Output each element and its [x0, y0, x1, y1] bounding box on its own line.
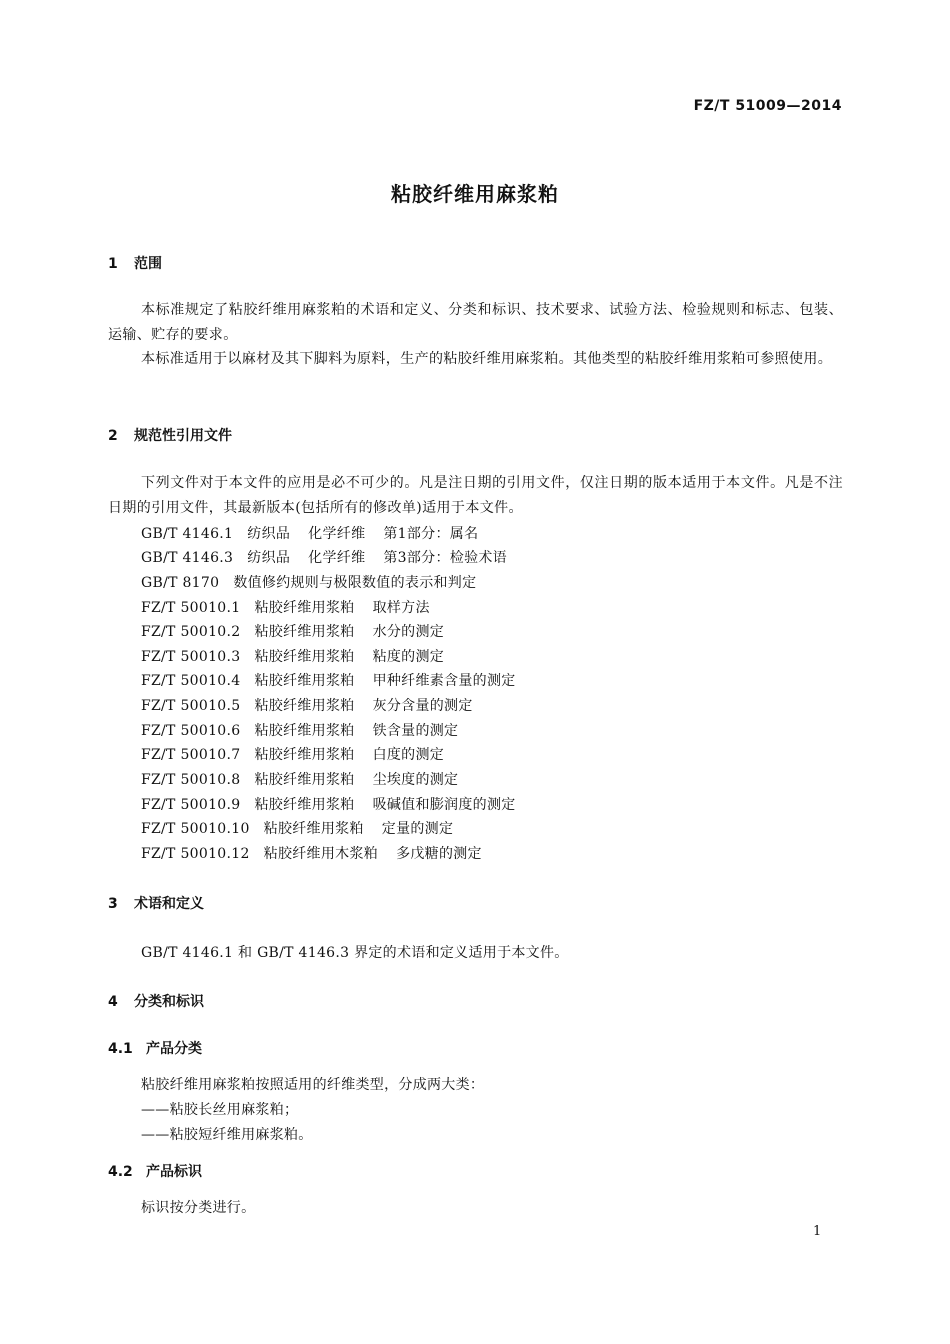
reference-subject: 甲种纤维素含量的测定 [372, 673, 516, 689]
reference-code: FZ/T 50010.8 [141, 772, 241, 788]
reference-title: 数值修约规则与极限数值的表示和判定 [233, 575, 477, 591]
reference-subject: 铁含量的测定 [372, 723, 459, 739]
section-number: 1 [108, 256, 118, 272]
section-4-2-heading [108, 1161, 202, 1181]
reference-code: FZ/T 50010.5 [141, 698, 241, 714]
reference-subject: 取样方法 [372, 600, 430, 616]
reference-code: FZ/T 50010.12 [141, 846, 250, 862]
reference-title: 粘胶纤维用浆粕 [254, 747, 355, 763]
reference-item [141, 843, 482, 863]
reference-item [141, 646, 444, 666]
reference-subject: 第1部分：属名 [383, 526, 479, 542]
reference-subject: 水分的测定 [372, 624, 445, 640]
section-title: 产品分类 [146, 1041, 202, 1057]
section-title: 范围 [134, 256, 162, 272]
section-1-paragraph-1: 本标准规定了粘胶纤维用麻浆粕的术语和定义、分类和标识、技术要求、试验方法、检验规则和标志、包装、运输、贮存的要求。 [108, 302, 843, 343]
section-4-heading [108, 991, 204, 1011]
reference-item [141, 670, 516, 690]
reference-subject: 白度的测定 [372, 747, 445, 763]
reference-item [141, 818, 453, 838]
reference-title: 粘胶纤维用浆粕 [263, 821, 364, 837]
reference-code: FZ/T 50010.3 [141, 649, 241, 665]
standard-code: FZ/T 51009—2014 [693, 98, 842, 114]
section-3-text: GB/T 4146.1 和 GB/T 4146.3 界定的术语和定义适用于本文件。 [141, 945, 569, 961]
section-number: 3 [108, 896, 118, 912]
section-number: 2 [108, 428, 118, 444]
reference-item [141, 572, 476, 592]
section-4-2-text: 标识按分类进行。 [141, 1200, 256, 1216]
section-number: 4.1 [108, 1041, 133, 1057]
reference-subject: 灰分含量的测定 [372, 698, 473, 714]
reference-title: 粘胶纤维用浆粕 [254, 673, 355, 689]
section-4-1-intro: 粘胶纤维用麻浆粕按照适用的纤维类型，分成两大类： [141, 1077, 485, 1093]
list-item: ——粘胶短纤维用麻浆粕。 [141, 1127, 313, 1143]
reference-code: FZ/T 50010.1 [141, 600, 241, 616]
reference-code: FZ/T 50010.9 [141, 797, 241, 813]
section-1-paragraph-2: 本标准适用于以麻材及其下脚料为原料，生产的粘胶纤维用麻浆粕。其他类型的粘胶纤维用浆粕可参照使用。 [141, 351, 833, 367]
reference-code: FZ/T 50010.10 [141, 821, 250, 837]
reference-item [141, 621, 444, 641]
reference-item [141, 523, 478, 543]
section-title: 分类和标识 [134, 994, 204, 1010]
section-2-intro: 下列文件对于本文件的应用是必不可少的。凡是注日期的引用文件，仅注日期的版本适用于本文件。凡是不注日期的引用文件，其最新版本(包括所有的修改单)适用于本文件。 [108, 475, 843, 516]
reference-subject: 多戊糖的测定 [396, 846, 482, 862]
reference-code: GB/T 4146.1 [141, 526, 234, 542]
reference-part: 化学纤维 [308, 550, 366, 566]
reference-title: 粘胶纤维用浆粕 [254, 772, 355, 788]
section-title: 术语和定义 [134, 896, 204, 912]
reference-title: 粘胶纤维用浆粕 [254, 698, 355, 714]
section-title: 产品标识 [146, 1164, 202, 1180]
reference-code: FZ/T 50010.7 [141, 747, 241, 763]
page-number: 1 [813, 1224, 822, 1239]
reference-title: 粘胶纤维用浆粕 [254, 723, 355, 739]
section-3-heading [108, 893, 204, 913]
reference-title: 粘胶纤维用浆粕 [254, 624, 355, 640]
reference-code: FZ/T 50010.6 [141, 723, 241, 739]
reference-item [141, 597, 430, 617]
reference-item [141, 769, 458, 789]
reference-item [141, 695, 473, 715]
reference-subject: 粘度的测定 [372, 649, 445, 665]
reference-title: 粘胶纤维用浆粕 [254, 797, 355, 813]
reference-title: 纺织品 [247, 526, 291, 542]
reference-code: GB/T 4146.3 [141, 550, 234, 566]
reference-code: FZ/T 50010.4 [141, 673, 241, 689]
reference-code: FZ/T 50010.2 [141, 624, 241, 640]
reference-subject: 尘埃度的测定 [372, 772, 459, 788]
reference-subject: 定量的测定 [381, 821, 454, 837]
document-title: 粘胶纤维用麻浆粕 [391, 182, 559, 206]
reference-item [141, 794, 516, 814]
reference-title: 纺织品 [247, 550, 291, 566]
section-1-heading [108, 253, 162, 273]
reference-subject: 第3部分：检验术语 [383, 550, 507, 566]
reference-item [141, 547, 507, 567]
section-2-heading [108, 425, 232, 445]
reference-title: 粘胶纤维用木浆粕 [263, 846, 379, 862]
reference-title: 粘胶纤维用浆粕 [254, 649, 355, 665]
section-number: 4.2 [108, 1164, 133, 1180]
reference-item [141, 720, 458, 740]
section-title: 规范性引用文件 [134, 428, 232, 444]
section-number: 4 [108, 994, 118, 1010]
reference-subject: 吸碱值和膨润度的测定 [372, 797, 516, 813]
reference-item [141, 744, 444, 764]
reference-part: 化学纤维 [308, 526, 366, 542]
reference-title: 粘胶纤维用浆粕 [254, 600, 355, 616]
reference-code: GB/T 8170 [141, 575, 220, 591]
list-item: ——粘胶长丝用麻浆粕； [141, 1102, 299, 1118]
section-4-1-heading [108, 1038, 202, 1058]
